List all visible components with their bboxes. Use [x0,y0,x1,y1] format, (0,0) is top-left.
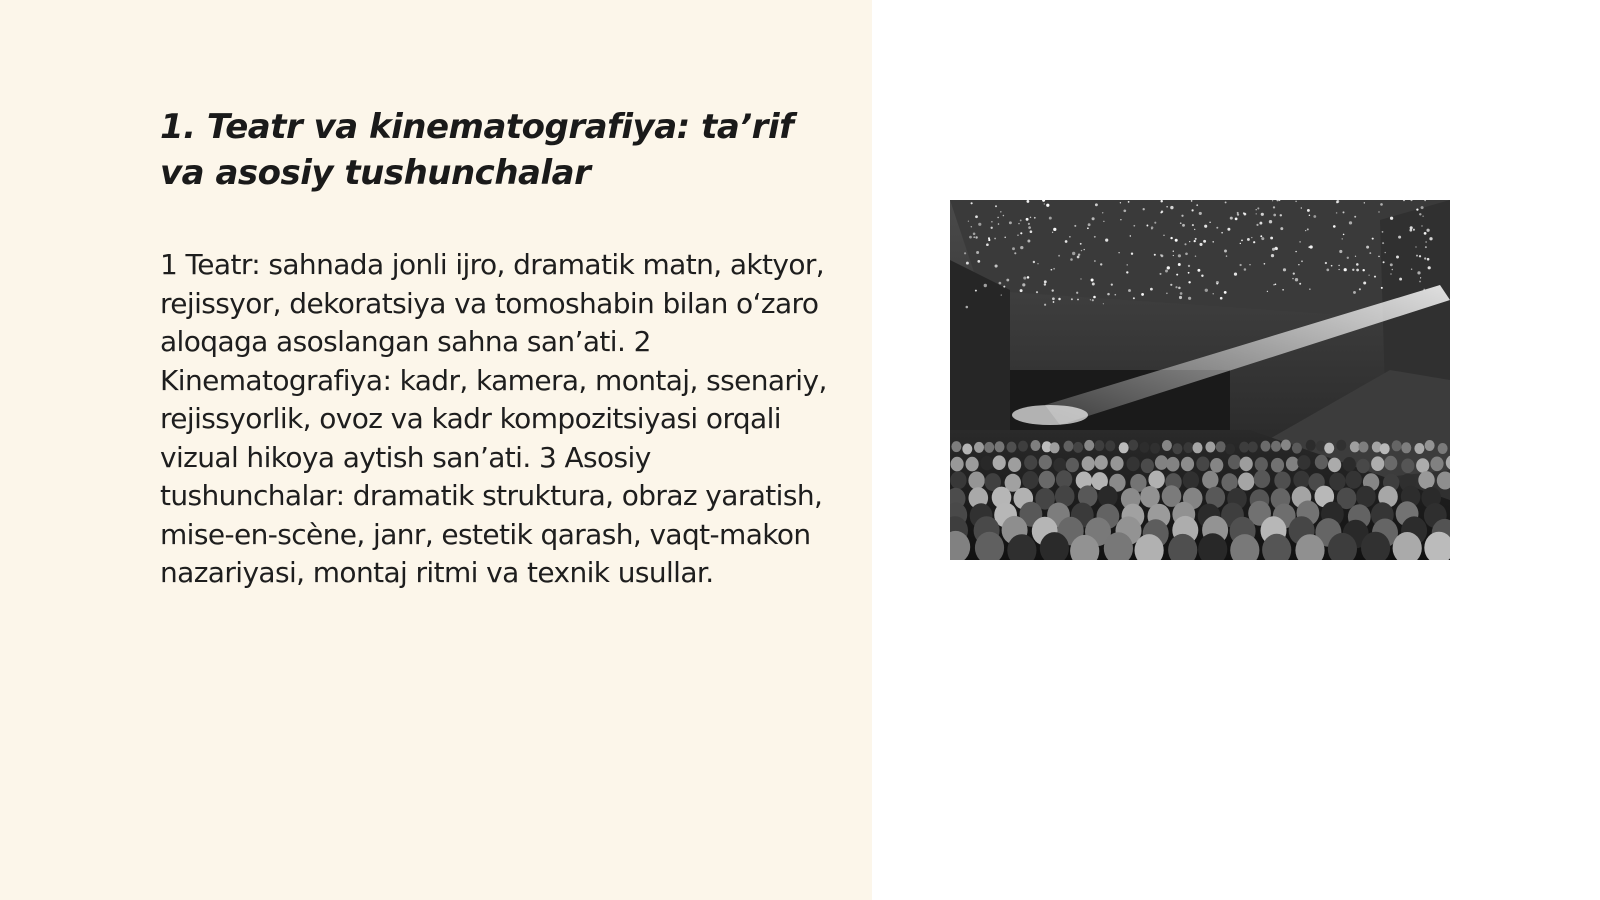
cinema-auditorium-photo [950,200,1450,560]
slide-body-text: 1 Teatr: sahnada jonli ijro, dramatik matn, aktyor, rejissyor, dekoratsiya va tomoshabin bilan o‘zaro aloqaga asoslangan sahna san’ati. 2 Kinematografiya: kadr, kamera, montaj, ssenariy, rejissyorlik, ovoz va kadr kompozitsiyasi orqali vizual hikoya aytish san’ati. 3 Asosiy tushunchalar: dramatik struktura, obraz yaratish, mise-en-scène, janr, estetik qarash, vaqt-makon nazariyasi, montaj ritmi va texnik usullar. [160,248,827,589]
cinema-photo-illustration [950,200,1450,560]
slide-title: 1. Teatr va kinematografiya: ta’rif va asosiy tushunchalar [160,107,794,193]
